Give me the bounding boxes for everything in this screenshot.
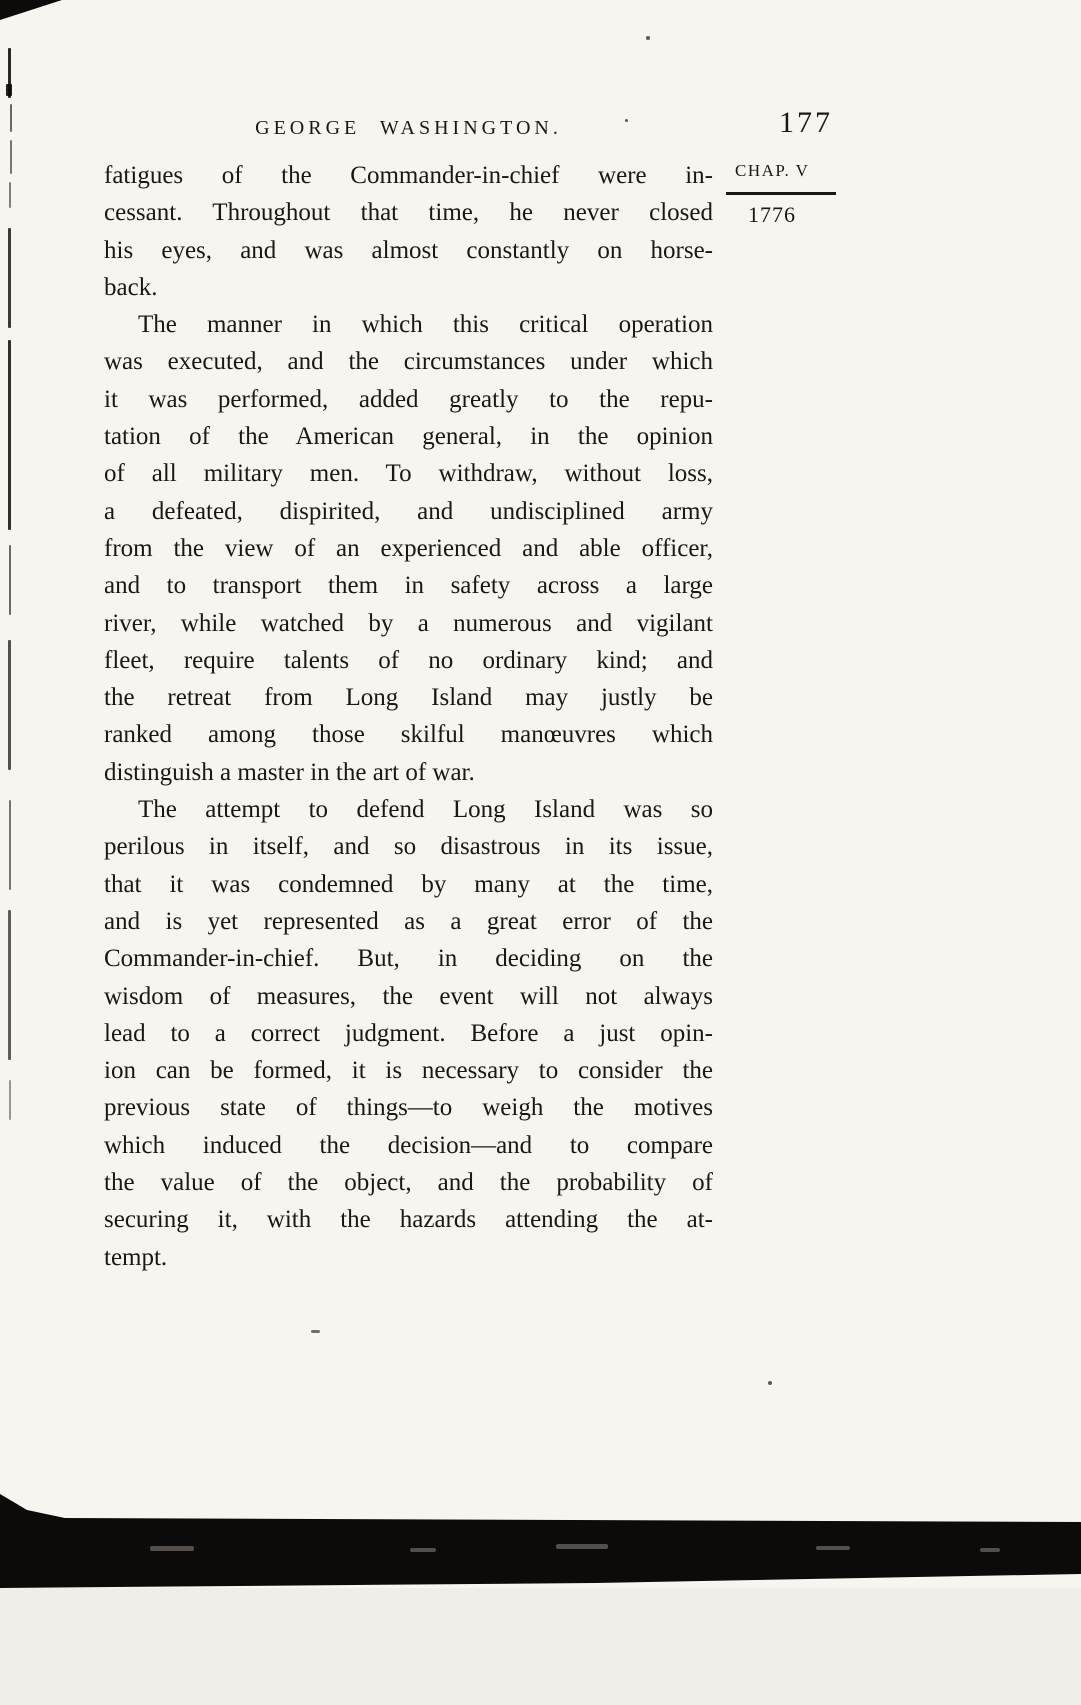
text-line: previous state of things—to weigh the motives [104,1094,713,1122]
scan-artifact-bottom-band [0,1488,1081,1588]
text-line: The manner in which this critical operation [138,311,713,339]
text-line: that it was condemned by many at the time, [104,870,713,898]
text-line: fatigues of the Commander-in-chief were in- [104,162,713,189]
text-line: securing it, with the hazards attending the at- [104,1206,713,1234]
margin-chapter-label: CHAP. V [735,161,810,180]
scan-band-dash [980,1548,1000,1552]
text-line: cessant. Throughout that time, he never closed [104,199,713,227]
text-line: wisdom of measures, the event will not always [104,982,713,1010]
scan-edge-mark [10,104,12,132]
text-line: Commander-in-chief. But, in deciding on the [104,945,713,973]
text-line: tempt. [104,1243,168,1271]
scan-edge-mark [9,1080,11,1120]
scan-edge-mark [8,228,11,328]
scan-band-dash [410,1548,436,1552]
running-header-title: GEORGE WASHINGTON. [255,117,562,139]
margin-year-label: 1776 [748,201,796,227]
scan-speck [311,1330,320,1333]
scan-band-dash [150,1546,194,1551]
text-line: his eyes, and was almost constantly on horse- [104,236,713,264]
scan-edge-mark [9,182,11,208]
text-line: was executed, and the circumstances under which [104,348,713,376]
text-line: the value of the object, and the probability of [104,1169,713,1197]
text-line: it was performed, added greatly to the repu- [104,385,713,413]
scan-artifact-below-band [0,1588,1081,1705]
text-line: lead to a correct judgment. Before a just opin- [104,1019,713,1047]
paragraph [104,157,713,306]
scan-edge-mark [9,545,11,615]
scan-edge-mark [10,140,12,174]
scan-speck [646,36,650,40]
scan-band-dash [556,1544,608,1549]
scan-speck [768,1381,772,1385]
text-line: back. [104,273,158,301]
scan-edge-mark [8,340,11,530]
scan-artifact-left-edge [0,0,20,1705]
text-line: the retreat from Long Island may justly be [104,684,713,712]
text-block [104,157,713,1276]
text-line: ion can be formed, it is necessary to consider the [104,1057,713,1085]
text-line: and is yet represented as a great error of the [104,907,713,935]
scan-edge-mark [8,910,11,1060]
text-line: The attempt to defend Long Island was so [138,796,713,824]
margin-rule [726,192,836,195]
text-line: tation of the American general, in the opinion [104,423,713,451]
paragraph [104,791,713,1276]
text-line: a defeated, dispirited, and undisciplined army [104,497,713,525]
text-line: river, while watched by a numerous and vigilant [104,609,713,637]
margin-notes [726,161,836,228]
text-line: perilous in itself, and so disastrous in its issue, [104,833,713,861]
text-line: from the view of an experienced and able officer, [104,534,713,562]
scan-edge-mark [9,800,11,890]
page-number: 177 [779,106,833,139]
text-line: fleet, require talents of no ordinary kind; and [104,646,713,674]
text-line: distinguish a master in the art of war. [104,758,475,786]
text-line: of all military men. To withdraw, without loss, [104,460,713,488]
text-line: and to transport them in safety across a large [104,572,713,600]
scan-band-dash [816,1546,850,1550]
text-line: which induced the decision—and to compare [104,1131,713,1159]
scan-edge-mark [6,84,12,96]
paragraph [104,306,713,791]
scan-edge-mark [8,640,11,770]
text-line: ranked among those skilful manœuvres which [104,721,713,749]
